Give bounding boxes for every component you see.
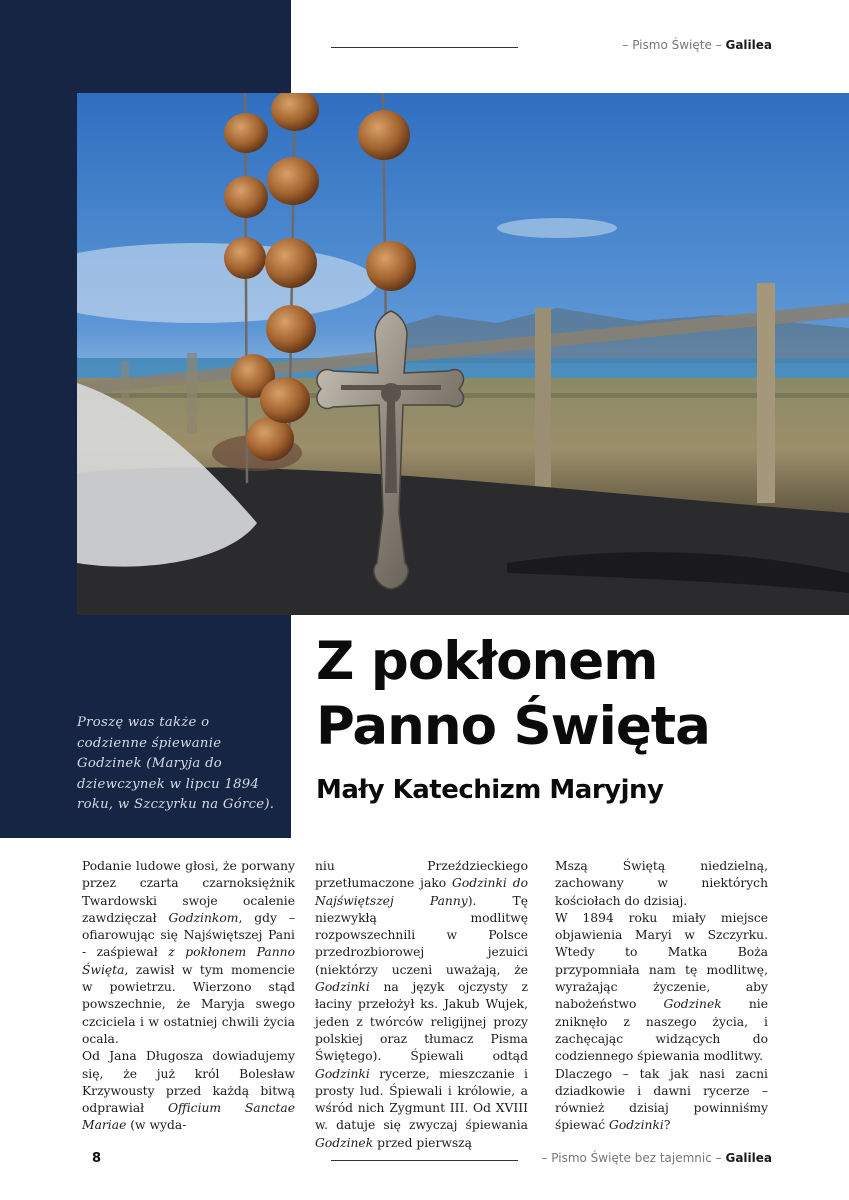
- text-run: , zawisł w tym momencie w powietrzu. Wierzono stąd powszechnie, że Maryja swego czciciela i w ostatniej chwili życia ocala.: [82, 962, 295, 1046]
- body-column-3: [555, 858, 768, 1135]
- text-run: ). Tę niezwykłą modlitwę rozpowszechnili w Polsce przedrozbiorowej jezuici (niektórzy uczeni uważają, że: [315, 893, 528, 977]
- text-run: (w wyda-: [126, 1118, 187, 1133]
- paragraph: [555, 910, 768, 1066]
- text-run: na język ojczysty z łaciny przełożył ks. Jakub Wujek, jeden z twórców religijnej prozy polskiej oraz tłumacz Pisma Świętego). Śpiewali odtąd: [315, 980, 528, 1064]
- emphasis: Godzinki: [315, 1066, 370, 1081]
- paragraph: [315, 858, 528, 1152]
- body-column-2: [315, 858, 528, 1152]
- title-line-2: Panno Święta: [316, 696, 710, 757]
- text-run: Od Jana Długosza dowiadujemy się, że już król Bolesław Krzywousty przed każdą bitwą odprawiał: [82, 1049, 295, 1116]
- emphasis: Godzinek: [315, 1135, 374, 1150]
- running-footer-brand: Galilea: [725, 1151, 772, 1165]
- title-line-1: Z pokłonem: [316, 631, 658, 692]
- emphasis: Godzinki: [609, 1118, 664, 1133]
- text-run: nie zniknęło z naszego życia, i zachęcając widzących do codziennego śpiewania modlitwy.: [555, 997, 768, 1064]
- paragraph: [82, 1048, 295, 1134]
- running-header: [622, 38, 772, 52]
- running-header-prefix: – Pismo Święte –: [622, 38, 726, 52]
- running-footer: [541, 1151, 772, 1165]
- article-subtitle: Mały Katechizm Maryjny: [316, 775, 664, 805]
- emphasis: Godzinek: [663, 997, 722, 1012]
- text-run: Dlaczego – tak jak nasi zacni dziadkowie i dawni rycerze – również dzisiaj powinniśmy śpiewać: [555, 1066, 768, 1133]
- body-column-1: [82, 858, 295, 1135]
- paragraph: Mszą Świętą niedzielną, zachowany w niektórych kościołach do dzisiaj.: [555, 859, 768, 908]
- running-footer-prefix: – Pismo Święte bez tajemnic –: [541, 1151, 726, 1165]
- article-title: [316, 629, 836, 759]
- emphasis: Godzinkom: [168, 910, 239, 925]
- text-run: rycerze, mieszczanie i prosty lud. Śpiewali i królowie, a wśród nich Zygmunt III. Od XVIII w. datuje się zwyczaj śpiewania: [315, 1066, 528, 1133]
- text-run: W 1894 roku miały miejsce objawienia Maryi w Szczyrku. Wtedy to Matka Boża przypomniała nam tę modlitwę, wyrażając życzenie, aby nabożeństwo: [555, 910, 768, 1012]
- emphasis: z pokłonem Panno Święta: [82, 945, 295, 977]
- emphasis: Officium Sanctae Mariae: [82, 1101, 295, 1133]
- header-rule: [331, 47, 518, 48]
- emphasis: Godzinki: [315, 980, 370, 995]
- text-run: , gdy – ofiarowując się Najświętszej Pani - zaśpiewał: [82, 910, 295, 960]
- paragraph: [82, 858, 295, 1048]
- emphasis: Godzinki do Najświętszej Panny: [315, 876, 528, 908]
- rosary-photo: [77, 93, 849, 615]
- paragraph: [555, 1066, 768, 1135]
- pull-quote: Proszę was także o codzienne śpiewanie Godzinek (Maryja do dziewczynek w lipcu 1894 roku, w Szczyrku na Górce).: [77, 715, 275, 812]
- text-run: ?: [663, 1118, 671, 1133]
- text-run: przed pierwszą: [373, 1135, 472, 1150]
- text-run: niu Przeździeckiego przetłumaczone jako: [315, 859, 528, 891]
- footer-rule: [331, 1160, 518, 1161]
- page-number: 8: [92, 1151, 102, 1166]
- running-header-brand: Galilea: [725, 38, 772, 52]
- text-run: Podanie ludowe głosi, że porwany przez czarta czarnoksiężnik Twardowski swoje ocalenie zawdzięczał: [82, 859, 295, 925]
